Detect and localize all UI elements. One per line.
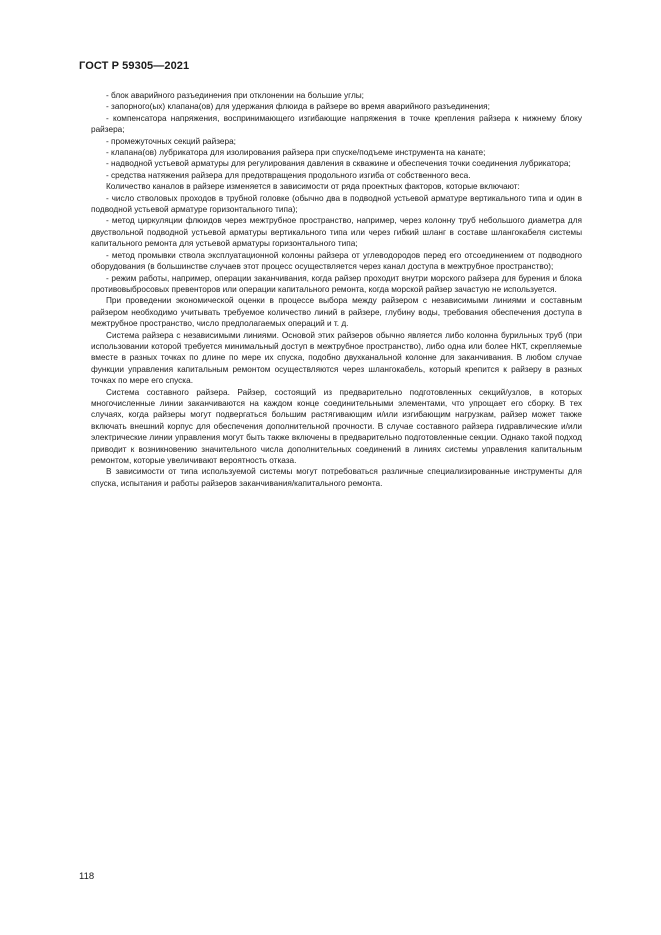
list-item: - промежуточных секций райзера; bbox=[106, 136, 236, 146]
list-item: - число стволовых проходов в трубной головке (обычно два в подводной устьевой арматуре вертикального типа и один в подводной устьевой арматуре горизонтального типа); bbox=[91, 193, 582, 215]
list-item: - метод промывки ствола эксплуатационной колонны райзера от углеводородов перед его отсоединением от подводного оборудования (в большинстве случаев этот процесс осуществляется через канал доступа в межтрубное пространство); bbox=[91, 250, 582, 272]
list-item: - запорного(ых) клапана(ов) для удержания флюида в райзере во время аварийного разъединения; bbox=[106, 102, 490, 112]
list-item: - режим работы, например, операции заканчивания, когда райзер проходит внутри морского райзера для бурения и блока противовыбросовых превенторов или операции капитального ремонта, когда морской райзер зачастую не используется. bbox=[91, 273, 582, 294]
list-item: - надводной устьевой арматуры для регулирования давления в скважине и обеспечения точки соединения лубрикатора; bbox=[106, 159, 571, 169]
list-item: - блок аварийного разъединения при отклонении на большие углы; bbox=[106, 91, 364, 100]
document-code: ГОСТ Р 59305—2021 bbox=[79, 60, 190, 72]
paragraph: Система райзера с независимыми линиями. Основой этих райзеров обычно является либо колонна бурильных труб (при использовании которой требуется минимальный доступ в межтрубное пространство), либо одна или более НКТ, скрепляемые вместе в разных точках по длине по мере их спуска, подобно двухканальной колонне для заканчивания. В любом случае функции управления капитальным ремонтом осуществляются через шлангокабель, который крепится к райзеру в разных точках по мере его спуска. bbox=[91, 330, 582, 386]
list-item: - компенсатора напряжения, воспринимающего изгибающие напряжения в точке крепления райзера к нижнему блоку райзера; bbox=[91, 113, 582, 135]
paragraph: Система составного райзера. Райзер, состоящий из предварительно подготовленных секций/узлов, в которых многочисленные линии заканчиваются на каждом конце соединительными элементами, что упрощает его сборку. В тех случаях, когда райзеры могут подвергаться большим растягивающим и/или изгибающим нагрузкам, райзер может также включать внешний корпус для обеспечения дополнительной прочности. В случае составного райзера гидравлические и/или электрические линии управления могут быть также включены в предварительно подготовленные секции. Однако такой подход приводит к возникновению значительного числа дополнительных соединений в линиях системы управления капитальным ремонтом, которые увеличивают вероятность отказа. bbox=[91, 387, 582, 465]
body-text bbox=[91, 90, 582, 489]
paragraph: При проведении экономической оценки в процессе выбора между райзером с независимыми линиями и составным райзером необходимо учитывать требуемое количество линий в райзере, глубину воды, требования обеспечения доступа в межтрубное пространство, число предполагаемых операций и т. д. bbox=[91, 296, 582, 329]
page-number: 118 bbox=[79, 871, 95, 882]
paragraph: В зависимости от типа используемой системы могут потребоваться различные специализированные инструменты для спуска, испытания и работы райзеров заканчивания/капитального ремонта. bbox=[91, 467, 582, 488]
list-item: - клапана(ов) лубрикатора для изолирования райзера при спуске/подъеме инструмента на канате; bbox=[106, 148, 486, 158]
paragraph: Количество каналов в райзере изменяется в зависимости от ряда проектных факторов, которые включают: bbox=[106, 182, 520, 192]
list-item: - средства натяжения райзера для предотвращения продольного изгиба от собственного веса. bbox=[106, 170, 471, 180]
list-item: - метод циркуляции флюидов через межтрубное пространство, например, через колонну труб небольшого диаметра для двуствольной подводной устьевой арматуры вертикального типа или через гибкий шланг в составе шлангокабеля системы капитального ремонта для устьевой арматуры горизонтального типа; bbox=[91, 216, 582, 249]
